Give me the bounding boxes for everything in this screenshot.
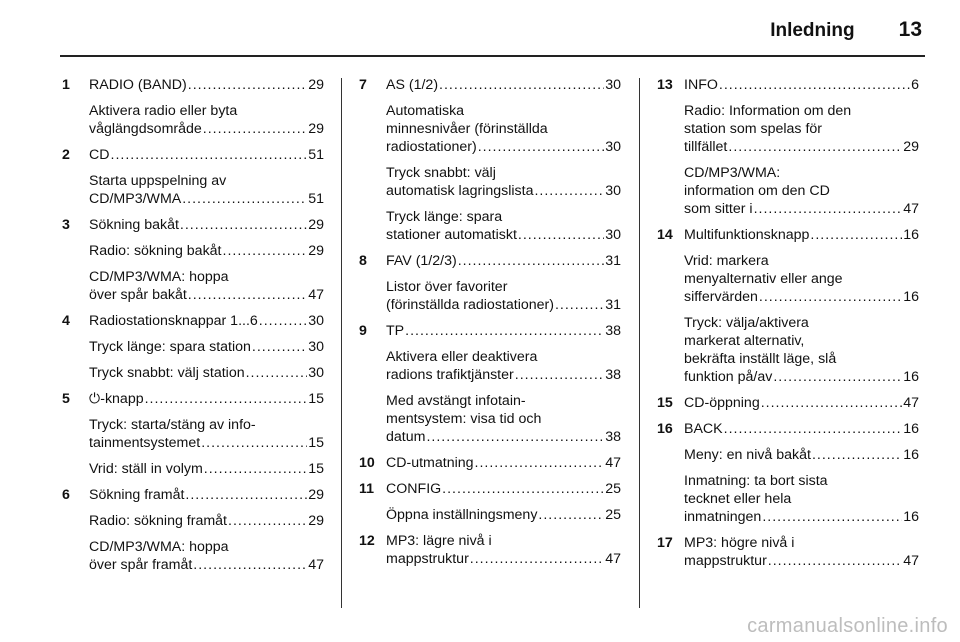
page-reference: 30 (605, 183, 621, 199)
entry-text-line: CD/MP3/WMA: hoppa (89, 539, 229, 555)
entry-body (89, 242, 324, 260)
entry-leader-line (386, 550, 621, 568)
entry-number: 6 (62, 487, 70, 503)
entry-body (386, 164, 621, 200)
column-divider (341, 78, 342, 608)
entry-label: (förinställda radiostationer) (386, 297, 554, 313)
entry-number: 8 (359, 253, 367, 269)
index-entry (62, 364, 324, 382)
entry-leader-line (89, 512, 324, 530)
dot-leader (442, 480, 604, 498)
index-entry (657, 472, 919, 526)
entry-label: stationer automatiskt (386, 227, 517, 243)
entry-label: ⏻-knapp (89, 391, 144, 407)
entry-leader-line (386, 366, 621, 384)
column-divider (639, 78, 640, 608)
dot-leader (111, 146, 308, 164)
entry-leader-line (89, 242, 324, 260)
page-reference: 15 (308, 391, 324, 407)
page-reference: 47 (903, 395, 919, 411)
entry-label: över spår bakåt (89, 287, 187, 303)
page-reference: 30 (308, 365, 324, 381)
entry-label: Meny: en nivå bakåt (684, 447, 811, 463)
page-reference: 29 (308, 513, 324, 529)
dot-leader (228, 512, 307, 530)
entry-number: 13 (657, 77, 673, 93)
page-reference: 47 (903, 201, 919, 217)
index-entry (657, 76, 919, 94)
entry-leader-line (684, 138, 919, 156)
dot-leader (193, 556, 307, 574)
entry-body (89, 512, 324, 530)
entry-number: 10 (359, 455, 375, 471)
entry-leader-line (89, 364, 324, 382)
entry-leader-line (684, 288, 919, 306)
entry-label: CD (89, 147, 110, 163)
entry-body (89, 364, 324, 382)
entry-body (684, 394, 919, 412)
entry-number: 9 (359, 323, 367, 339)
entry-label: våglängdsområde (89, 121, 202, 137)
index-entry (359, 454, 621, 472)
index-entry (359, 76, 621, 94)
page-reference: 16 (903, 289, 919, 305)
dot-leader (182, 190, 307, 208)
entry-leader-line (684, 446, 919, 464)
page-reference: 29 (308, 487, 324, 503)
entry-body (684, 76, 919, 94)
index-column-3 (657, 76, 919, 578)
index-entry (62, 460, 324, 478)
entry-body (89, 486, 324, 504)
entry-leader-line (89, 190, 324, 208)
index-entry (62, 390, 324, 408)
entry-body (386, 322, 621, 340)
entry-text-line: station som spelas för (684, 121, 822, 137)
entry-leader-line (386, 454, 621, 472)
dot-leader (458, 252, 605, 270)
dot-leader (538, 506, 604, 524)
entry-leader-line (89, 338, 324, 356)
entry-label: Sökning framåt (89, 487, 185, 503)
dot-leader (185, 486, 307, 504)
entry-body (386, 454, 621, 472)
page-reference: 38 (605, 323, 621, 339)
entry-body (89, 216, 324, 234)
entry-label: AS (1/2) (386, 77, 439, 93)
entry-text-line: mentsystem: visa tid och (386, 411, 542, 427)
page-number: 13 (898, 18, 922, 41)
page-reference: 29 (308, 243, 324, 259)
entry-body (684, 164, 919, 218)
page-reference: 29 (903, 139, 919, 155)
entry-text-line: MP3: högre nivå i (684, 535, 795, 551)
entry-number: 7 (359, 77, 367, 93)
index-entry (62, 146, 324, 164)
entry-body (684, 420, 919, 438)
entry-text-line: tecknet eller hela (684, 491, 792, 507)
page-reference: 15 (308, 435, 324, 451)
index-entry (62, 338, 324, 356)
index-entry (62, 172, 324, 208)
page-reference: 31 (605, 253, 621, 269)
entry-body (386, 252, 621, 270)
entry-label: CD/MP3/WMA (89, 191, 182, 207)
page-reference: 25 (605, 507, 621, 523)
index-entry (657, 164, 919, 218)
page-reference: 31 (605, 297, 621, 313)
entry-body (386, 480, 621, 498)
index-entry (62, 538, 324, 574)
entry-label: CONFIG (386, 481, 442, 497)
entry-leader-line (684, 552, 919, 570)
index-entry (657, 314, 919, 386)
dot-leader (534, 182, 604, 200)
dot-leader (405, 322, 604, 340)
entry-text-line: Starta uppspelning av (89, 173, 227, 189)
entry-leader-line (386, 76, 621, 94)
entry-body (89, 268, 324, 304)
entry-label: INFO (684, 77, 718, 93)
index-entry (359, 532, 621, 568)
dot-leader (812, 446, 902, 464)
page-reference: 16 (903, 421, 919, 437)
page-reference: 51 (308, 191, 324, 207)
entry-label: funktion på/av (684, 369, 773, 385)
entry-label: radiostationer) (386, 139, 477, 155)
index-entry (62, 102, 324, 138)
entry-text-line: MP3: lägre nivå i (386, 533, 492, 549)
page-title: Inledning (770, 20, 855, 41)
index-entry (657, 394, 919, 412)
entry-label: Radiostationsknappar 1...6 (89, 313, 258, 329)
page-reference: 30 (308, 313, 324, 329)
entry-body (386, 348, 621, 384)
entry-label: Vrid: ställ in volym (89, 461, 203, 477)
dot-leader (754, 200, 903, 218)
entry-number: 16 (657, 421, 673, 437)
dot-leader (728, 138, 902, 156)
index-entry (62, 76, 324, 94)
entry-text-line: Tryck: välja/aktivera (684, 315, 809, 331)
entry-leader-line (386, 138, 621, 156)
page-reference: 47 (308, 287, 324, 303)
entry-body (386, 278, 621, 314)
entry-body (386, 76, 621, 94)
entry-label: RADIO (BAND) (89, 77, 187, 93)
entry-label: Öppna inställningsmeny (386, 507, 538, 523)
page-reference: 15 (308, 461, 324, 477)
page-header (770, 18, 922, 42)
index-entry (359, 164, 621, 200)
page-reference: 29 (308, 77, 324, 93)
entry-text-line: Tryck snabbt: välj (386, 165, 496, 181)
dot-leader (246, 364, 308, 382)
entry-leader-line (386, 322, 621, 340)
dot-leader (555, 296, 604, 314)
dot-leader (439, 76, 604, 94)
entry-leader-line (89, 556, 324, 574)
entry-label: tillfället (684, 139, 728, 155)
index-entry (62, 512, 324, 530)
entry-text-line: CD/MP3/WMA: hoppa (89, 269, 229, 285)
entry-body (89, 172, 324, 208)
entry-label: Tryck länge: spara station (89, 339, 251, 355)
entry-text-line: Aktivera eller deaktivera (386, 349, 538, 365)
dot-leader (475, 454, 605, 472)
entry-text-line: CD/MP3/WMA: (684, 165, 781, 181)
header-rule (60, 55, 925, 57)
entry-leader-line (684, 226, 919, 244)
entry-label: över spår framåt (89, 557, 193, 573)
entry-text-line: menyalternativ eller ange (684, 271, 843, 287)
entry-label: FAV (1/2/3) (386, 253, 457, 269)
entry-body (89, 416, 324, 452)
entry-body (386, 208, 621, 244)
dot-leader (810, 226, 902, 244)
dot-leader (759, 288, 902, 306)
index-entry (359, 102, 621, 156)
watermark: carmanualsonline.info (747, 615, 948, 637)
page-reference: 16 (903, 227, 919, 243)
entry-body (89, 390, 324, 408)
index-entry (657, 420, 919, 438)
dot-leader (252, 338, 307, 356)
page-reference: 38 (605, 367, 621, 383)
index-column-1 (62, 76, 324, 582)
entry-leader-line (386, 506, 621, 524)
entry-label: Radio: sökning framåt (89, 513, 228, 529)
entry-leader-line (89, 460, 324, 478)
dot-leader (762, 508, 902, 526)
entry-leader-line (89, 486, 324, 504)
entry-body (386, 506, 621, 524)
entry-label: tainmentsystemet (89, 435, 201, 451)
entry-number: 4 (62, 313, 70, 329)
index-entry (359, 480, 621, 498)
entry-body (386, 102, 621, 156)
entry-label: CD-öppning (684, 395, 760, 411)
entry-body (89, 338, 324, 356)
entry-text-line: Tryck: starta/stäng av info- (89, 417, 256, 433)
entry-number: 5 (62, 391, 70, 407)
entry-label: Sökning bakåt (89, 217, 179, 233)
entry-label: automatisk lagringslista (386, 183, 534, 199)
entry-leader-line (386, 182, 621, 200)
entry-text-line: Aktivera radio eller byta (89, 103, 238, 119)
page-reference: 30 (605, 139, 621, 155)
entry-number: 11 (359, 481, 374, 497)
page-reference: 47 (903, 553, 919, 569)
page-reference: 29 (308, 121, 324, 137)
page-reference: 25 (605, 481, 621, 497)
index-entry (657, 102, 919, 156)
entry-text-line: Vrid: markera (684, 253, 769, 269)
entry-text-line: Inmatning: ta bort sista (684, 473, 828, 489)
entry-text-line: Tryck länge: spara (386, 209, 503, 225)
index-entry (359, 348, 621, 384)
dot-leader (259, 312, 307, 330)
entry-body (89, 538, 324, 574)
dot-leader (478, 138, 605, 156)
entry-text-line: minnesnivåer (förinställda (386, 121, 548, 137)
page-reference: 47 (605, 455, 621, 471)
entry-body (386, 532, 621, 568)
entry-label: datum (386, 429, 426, 445)
entry-leader-line (89, 76, 324, 94)
entry-label: Multifunktionsknapp (684, 227, 810, 243)
index-entry (657, 226, 919, 244)
entry-number: 2 (62, 147, 70, 163)
entry-leader-line (386, 428, 621, 446)
entry-label: CD-utmatning (386, 455, 474, 471)
entry-body (684, 446, 919, 464)
entry-text-line: bekräfta inställt läge, slå (684, 351, 837, 367)
dot-leader (188, 286, 307, 304)
index-entry (359, 506, 621, 524)
dot-leader (204, 460, 307, 478)
entry-leader-line (89, 146, 324, 164)
index-entry (359, 208, 621, 244)
index-column-2 (359, 76, 621, 576)
index-entry (657, 534, 919, 570)
entry-label: mappstruktur (386, 551, 469, 567)
entry-body (684, 472, 919, 526)
page-reference: 38 (605, 429, 621, 445)
entry-text-line: Listor över favoriter (386, 279, 508, 295)
entry-body (684, 226, 919, 244)
dot-leader (223, 242, 308, 260)
entry-label: BACK (684, 421, 723, 437)
index-entry (359, 322, 621, 340)
dot-leader (773, 368, 902, 386)
entry-number: 12 (359, 533, 375, 549)
entry-label: inmatningen (684, 509, 762, 525)
entry-leader-line (684, 368, 919, 386)
dot-leader (719, 76, 910, 94)
entry-label: Tryck snabbt: välj station (89, 365, 245, 381)
page-reference: 29 (308, 217, 324, 233)
entry-body (684, 102, 919, 156)
dot-leader (515, 366, 604, 384)
entry-body (386, 392, 621, 446)
index-entry (62, 312, 324, 330)
dot-leader (145, 390, 308, 408)
index-entry (359, 392, 621, 446)
index-entry (359, 278, 621, 314)
entry-leader-line (386, 226, 621, 244)
entry-number: 1 (62, 77, 70, 93)
page-reference: 47 (605, 551, 621, 567)
entry-leader-line (89, 312, 324, 330)
entry-body (89, 312, 324, 330)
entry-text-line: markerat alternativ, (684, 333, 805, 349)
entry-body (684, 534, 919, 570)
page-reference: 30 (308, 339, 324, 355)
entry-leader-line (684, 200, 919, 218)
entry-label: mappstruktur (684, 553, 767, 569)
entry-leader-line (386, 480, 621, 498)
entry-number: 17 (657, 535, 673, 551)
entry-body (89, 460, 324, 478)
dot-leader (203, 120, 307, 138)
entry-label: radions trafiktjänster (386, 367, 514, 383)
index-entry (62, 268, 324, 304)
entry-leader-line (89, 390, 324, 408)
entry-leader-line (684, 76, 919, 94)
entry-leader-line (89, 216, 324, 234)
index-entry (62, 486, 324, 504)
dot-leader (761, 394, 903, 412)
index-entry (62, 216, 324, 234)
entry-number: 3 (62, 217, 70, 233)
index-entry (657, 252, 919, 306)
entry-number: 14 (657, 227, 673, 243)
entry-leader-line (684, 420, 919, 438)
dot-leader (768, 552, 902, 570)
entry-body (684, 252, 919, 306)
entry-leader-line (89, 434, 324, 452)
dot-leader (470, 550, 604, 568)
entry-text-line: Med avstängt infotain- (386, 393, 526, 409)
index-entry (359, 252, 621, 270)
entry-leader-line (684, 508, 919, 526)
page-reference: 51 (308, 147, 324, 163)
entry-body (89, 76, 324, 94)
entry-leader-line (386, 252, 621, 270)
page-reference: 30 (605, 227, 621, 243)
entry-text-line: Radio: Information om den (684, 103, 852, 119)
entry-label: siffervärden (684, 289, 758, 305)
page-reference: 30 (605, 77, 621, 93)
page-reference: 6 (911, 77, 919, 93)
entry-body (89, 146, 324, 164)
page-reference: 47 (308, 557, 324, 573)
entry-leader-line (89, 286, 324, 304)
dot-leader (201, 434, 307, 452)
page-reference: 16 (903, 369, 919, 385)
entry-body (89, 102, 324, 138)
entry-body (684, 314, 919, 386)
dot-leader (188, 76, 307, 94)
index-entry (62, 416, 324, 452)
entry-text-line: Automatiska (386, 103, 465, 119)
dot-leader (724, 420, 903, 438)
entry-leader-line (386, 296, 621, 314)
entry-number: 15 (657, 395, 673, 411)
index-entry (657, 446, 919, 464)
page-reference: 16 (903, 447, 919, 463)
entry-label: TP (386, 323, 405, 339)
index-entry (62, 242, 324, 260)
entry-label: som sitter i (684, 201, 753, 217)
page-reference: 16 (903, 509, 919, 525)
dot-leader (518, 226, 604, 244)
dot-leader (426, 428, 604, 446)
entry-text-line: information om den CD (684, 183, 830, 199)
entry-label: Radio: sökning bakåt (89, 243, 222, 259)
dot-leader (180, 216, 307, 234)
entry-leader-line (684, 394, 919, 412)
entry-leader-line (89, 120, 324, 138)
